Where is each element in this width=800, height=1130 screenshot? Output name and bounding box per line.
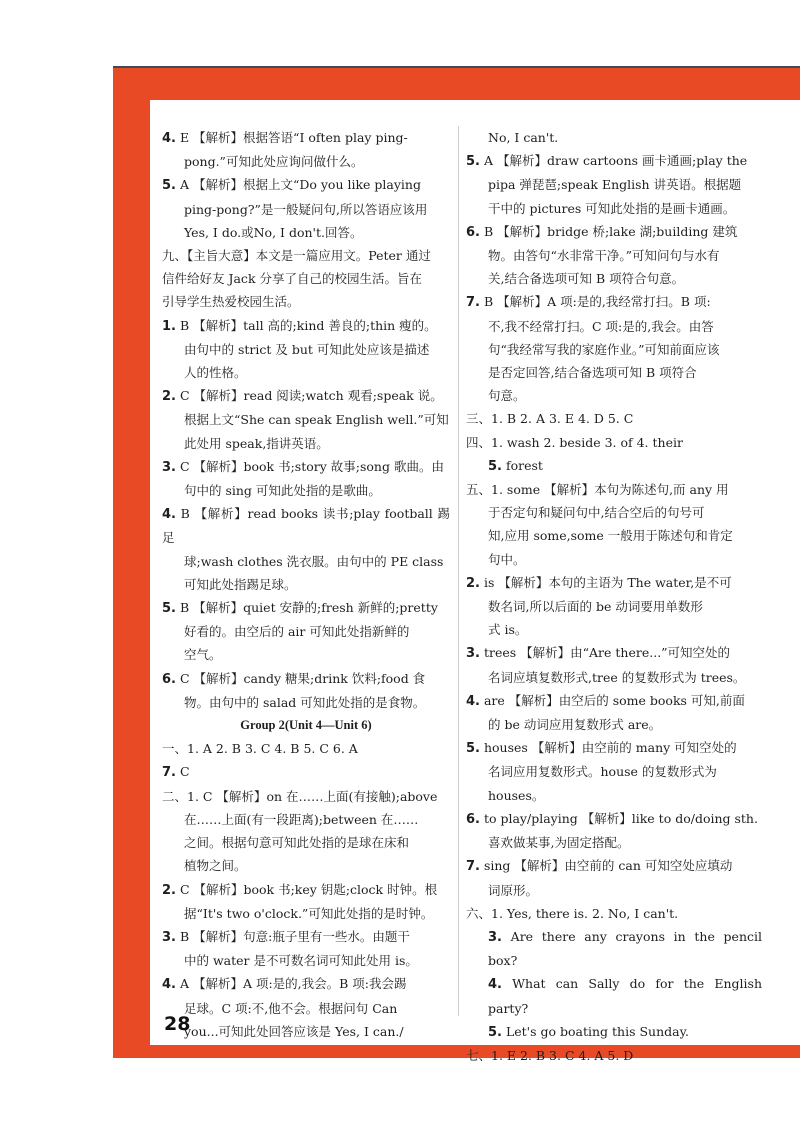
- answer-text: 九、【主旨大意】本文是一篇应用文。Peter 通过: [162, 248, 431, 264]
- answer-text: 中的 water 是不可数名词可知此处用 is。: [184, 953, 418, 969]
- answer-line: [162, 267, 450, 290]
- answer-text: A 【解析】A 项:是的,我会。B 项:我会踢: [175, 976, 407, 992]
- answer-text: 二、1. C 【解析】on 在……上面(有接触);above: [162, 788, 438, 804]
- answer-text: 植物之间。: [184, 858, 247, 874]
- answer-text: Let's go boating this Sunday.: [501, 1023, 689, 1039]
- answer-text: B 【解析】tall 高的;kind 善良的;thin 瘦的。: [175, 317, 437, 333]
- item-number: 2.: [162, 882, 176, 898]
- answer-line: [466, 407, 762, 430]
- answer-line: [466, 149, 762, 173]
- answer-text: 句意。: [488, 388, 526, 404]
- answer-line: [162, 244, 450, 267]
- answer-text: 三、1. B 2. A 3. E 4. D 5. C: [466, 411, 634, 427]
- column-divider: [458, 126, 459, 1016]
- answer-text: 足球。C 项:不,他不会。根据问句 Can: [184, 1000, 398, 1016]
- answer-text: 球;wash clothes 洗衣服。由句中的 PE class: [184, 553, 444, 569]
- answer-line: [466, 854, 762, 878]
- answer-text: C: [175, 764, 190, 780]
- item-number: 2.: [162, 389, 176, 405]
- answer-line: [162, 737, 450, 760]
- answer-text: 此处用 speak,指讲英语。: [184, 435, 329, 451]
- item-number: 3.: [162, 459, 176, 475]
- answer-line: [466, 220, 762, 244]
- answer-line: [162, 925, 450, 949]
- item-number: 3.: [488, 929, 502, 945]
- answer-text: 句中的 sing 可知此处指的是歌曲。: [184, 483, 381, 499]
- answer-line: [162, 667, 450, 691]
- answer-text: you...可知此处回答应该是 Yes, I can./: [184, 1023, 404, 1039]
- answer-line: [466, 548, 762, 571]
- answer-text: 七、1. E 2. B 3. C 4. A 5. D: [466, 1047, 634, 1063]
- item-number: 1.: [162, 318, 176, 334]
- item-number: 7.: [162, 765, 176, 781]
- answer-text: Group 2(Unit 4—Unit 6): [240, 718, 372, 733]
- answer-line: [162, 338, 450, 361]
- answer-text: 据“It's two o'clock.”可知此处指的是时钟。: [184, 905, 434, 921]
- answer-text: 之间。根据句意可知此处指的是球在床和: [184, 835, 410, 851]
- right-column: [466, 126, 762, 1067]
- answer-line: [162, 290, 450, 313]
- answer-text: 可知此处指踢足球。: [184, 576, 297, 592]
- item-number: 3.: [466, 646, 480, 662]
- item-number: 5.: [162, 178, 176, 194]
- answer-line: [162, 126, 450, 150]
- answer-text: 空气。: [184, 647, 222, 663]
- answer-text: What can Sally do for the English party?: [488, 976, 762, 1016]
- answer-text: 根据上文“She can speak English well.”可知: [184, 412, 449, 428]
- answer-text: B 【解析】quiet 安静的;fresh 新鲜的;pretty: [175, 600, 438, 616]
- item-number: 6.: [466, 811, 480, 827]
- answer-line: [162, 150, 450, 173]
- answer-line: [466, 267, 762, 290]
- answer-text: 六、1. Yes, there is. 2. No, I can't.: [466, 905, 679, 921]
- answer-line: [162, 596, 450, 620]
- answer-line: [466, 925, 762, 972]
- answer-text: 名词应填复数形式,tree 的复数形式为 trees。: [488, 669, 746, 685]
- answer-line: [162, 455, 450, 479]
- answer-line: [162, 384, 450, 408]
- answer-line: [162, 831, 450, 854]
- answer-text: 是否定回答,结合备选项可知 B 项符合: [488, 365, 697, 381]
- answer-text: C 【解析】book 书;key 钥匙;clock 时钟。根: [175, 881, 438, 897]
- answer-line: [162, 854, 450, 877]
- answer-line: [466, 197, 762, 220]
- answer-line: [466, 831, 762, 854]
- answer-line: [162, 361, 450, 384]
- answer-text: 不,我不经常打扫。C 项:是的,我会。由答: [488, 318, 714, 334]
- answer-line: [162, 502, 450, 549]
- item-number: 4.: [466, 693, 480, 709]
- answer-line: [162, 714, 450, 737]
- answer-text: Are there any crayons in the pencil box?: [488, 928, 762, 969]
- answer-text: is 【解析】本句的主语为 The water,是不可: [479, 574, 732, 590]
- answer-text: 词原形。: [488, 882, 539, 898]
- answer-line: [466, 713, 762, 736]
- answer-line: [162, 314, 450, 338]
- answer-line: [466, 431, 762, 454]
- answer-text: trees 【解析】由“Are there...”可知空处的: [479, 645, 731, 661]
- item-number: 5.: [466, 154, 480, 170]
- answer-text: sing 【解析】由空前的 can 可知空处应填动: [479, 858, 733, 874]
- answer-text: 知,应用 some,some 一般用于陈述句和肯定: [488, 528, 733, 544]
- answer-text: houses。: [488, 787, 545, 803]
- answer-text: 好看的。由空后的 air 可知此处指新鲜的: [184, 624, 410, 640]
- answer-line: [466, 807, 762, 831]
- answer-line: [162, 902, 450, 925]
- item-number: 7.: [466, 295, 480, 311]
- answer-text: A 【解析】根据上文“Do you like playing: [175, 177, 421, 193]
- answer-text: E 【解析】根据答语“I often play ping-: [175, 130, 408, 145]
- answer-text: B 【解析】A 项:是的,我经常打扫。B 项:: [479, 294, 711, 310]
- answer-line: [466, 173, 762, 196]
- answer-text: C 【解析】book 书;story 故事;song 歌曲。由: [175, 458, 444, 474]
- answer-line: [162, 691, 450, 714]
- answer-line: [162, 878, 450, 902]
- answer-line: [466, 338, 762, 361]
- item-number: 4.: [488, 977, 502, 993]
- answer-line: [162, 949, 450, 972]
- answer-line: [162, 432, 450, 455]
- answer-text: 名词应用复数形式。house 的复数形式为: [488, 764, 717, 780]
- answer-text: 干中的 pictures 可知此处指的是画卡通画。: [488, 200, 736, 216]
- answer-text: A 【解析】draw cartoons 画卡通画;play the: [479, 153, 748, 169]
- answer-text: pipa 弹琵琶;speak English 讲英语。根据题: [488, 177, 742, 193]
- item-number: 4.: [162, 977, 176, 993]
- answer-text: B 【解析】read books 读书;play football 踢足: [162, 506, 450, 546]
- answer-text: houses 【解析】由空前的 many 可知空处的: [479, 740, 737, 756]
- item-number: 6.: [162, 671, 176, 687]
- answer-line: [466, 384, 762, 407]
- answer-line: [466, 315, 762, 338]
- answer-text: 一、1. A 2. B 3. C 4. B 5. C 6. A: [162, 741, 358, 757]
- answer-text: 五、1. some 【解析】本句为陈述句,而 any 用: [466, 482, 729, 498]
- item-number: 4.: [162, 131, 176, 146]
- answer-text: 的 be 动词应用复数形式 are。: [488, 717, 662, 733]
- answer-line: [162, 573, 450, 596]
- item-number: 4.: [162, 507, 176, 523]
- item-number: 5.: [488, 458, 502, 474]
- item-number: 2.: [466, 575, 480, 591]
- item-number: 5.: [466, 741, 480, 757]
- answer-line: [466, 666, 762, 689]
- answer-line: [466, 244, 762, 267]
- answer-text: 人的性格。: [184, 365, 247, 381]
- answer-text: 喜欢做某事,为固定搭配。: [488, 835, 630, 851]
- answer-text: No, I can't.: [488, 130, 559, 145]
- answer-line: [466, 571, 762, 595]
- answer-line: [162, 173, 450, 197]
- answer-line: [162, 760, 450, 784]
- answer-text: 信件给好友 Jack 分享了自己的校园生活。旨在: [162, 271, 422, 287]
- answer-text: pong.”可知此处应询问做什么。: [184, 154, 364, 170]
- answer-line: [466, 784, 762, 807]
- answer-text: are 【解析】由空后的 some books 可知,前面: [479, 692, 745, 708]
- answer-text: 句中。: [488, 551, 526, 567]
- answer-line: [466, 902, 762, 925]
- answer-line: [466, 524, 762, 547]
- answer-text: 由句中的 strict 及 but 可知此处应该是描述: [184, 341, 430, 357]
- answer-text: 数名词,所以后面的 be 动词要用单数形: [488, 599, 703, 615]
- answer-text: 四、1. wash 2. beside 3. of 4. their: [466, 434, 683, 450]
- answer-line: [466, 641, 762, 665]
- answer-text: 物。由答句“水非常干净。”可知问句与水有: [488, 248, 720, 264]
- answer-line: [466, 454, 762, 478]
- answer-line: [162, 785, 450, 808]
- answer-text: to play/playing 【解析】like to do/doing sth.: [479, 810, 758, 826]
- item-number: 5.: [488, 1024, 502, 1040]
- item-number: 5.: [162, 601, 176, 617]
- answer-line: [466, 1020, 762, 1044]
- answer-line: [162, 643, 450, 666]
- answer-line: [466, 618, 762, 641]
- answer-text: B 【解析】句意:瓶子里有一些水。由题干: [175, 928, 410, 944]
- answer-text: B 【解析】bridge 桥;lake 湖;building 建筑: [479, 223, 738, 239]
- item-number: 6.: [466, 224, 480, 240]
- answer-text: forest: [501, 457, 543, 473]
- answer-text: 句“我经常写我的家庭作业。”可知前面应该: [488, 341, 720, 357]
- answer-line: [466, 501, 762, 524]
- answer-text: 物。由句中的 salad 可知此处指的是食物。: [184, 694, 426, 710]
- answer-line: [466, 290, 762, 314]
- answer-line: [466, 1044, 762, 1067]
- answer-line: [466, 595, 762, 618]
- answer-line: [162, 221, 450, 244]
- answer-line: [466, 760, 762, 783]
- answer-line: [466, 736, 762, 760]
- answer-text: 引导学生热爱校园生活。: [162, 294, 300, 310]
- answer-line: [162, 550, 450, 573]
- answer-line: [466, 478, 762, 501]
- answer-text: C 【解析】candy 糖果;drink 饮料;food 食: [175, 670, 426, 686]
- answer-text: 在……上面(有一段距离);between 在……: [184, 811, 419, 827]
- item-number: 7.: [466, 859, 480, 875]
- answer-line: [162, 808, 450, 831]
- answer-line: [162, 198, 450, 221]
- left-column: [162, 126, 450, 1043]
- answer-text: Yes, I do.或No, I don't.回答。: [184, 224, 363, 240]
- answer-text: 式 is。: [488, 622, 528, 638]
- answer-text: 于否定句和疑问句中,结合空后的句号可: [488, 505, 705, 521]
- answer-line: [466, 361, 762, 384]
- answer-text: ping-pong?”是一般疑问句,所以答语应该用: [184, 201, 428, 217]
- answer-line: [162, 972, 450, 996]
- answer-text: C 【解析】read 阅读;watch 观看;speak 说。: [175, 388, 443, 404]
- answer-line: [162, 620, 450, 643]
- answer-line: [466, 879, 762, 902]
- answer-line: [162, 479, 450, 502]
- answer-line: [466, 689, 762, 713]
- answer-line: [162, 1020, 450, 1043]
- answer-line: [466, 972, 762, 1019]
- answer-text: 关,结合备选项可知 B 项符合句意。: [488, 271, 685, 287]
- item-number: 3.: [162, 929, 176, 945]
- answer-line: [162, 997, 450, 1020]
- answer-line: [162, 408, 450, 431]
- answer-line: [466, 126, 762, 149]
- page-number: 28: [164, 1013, 191, 1035]
